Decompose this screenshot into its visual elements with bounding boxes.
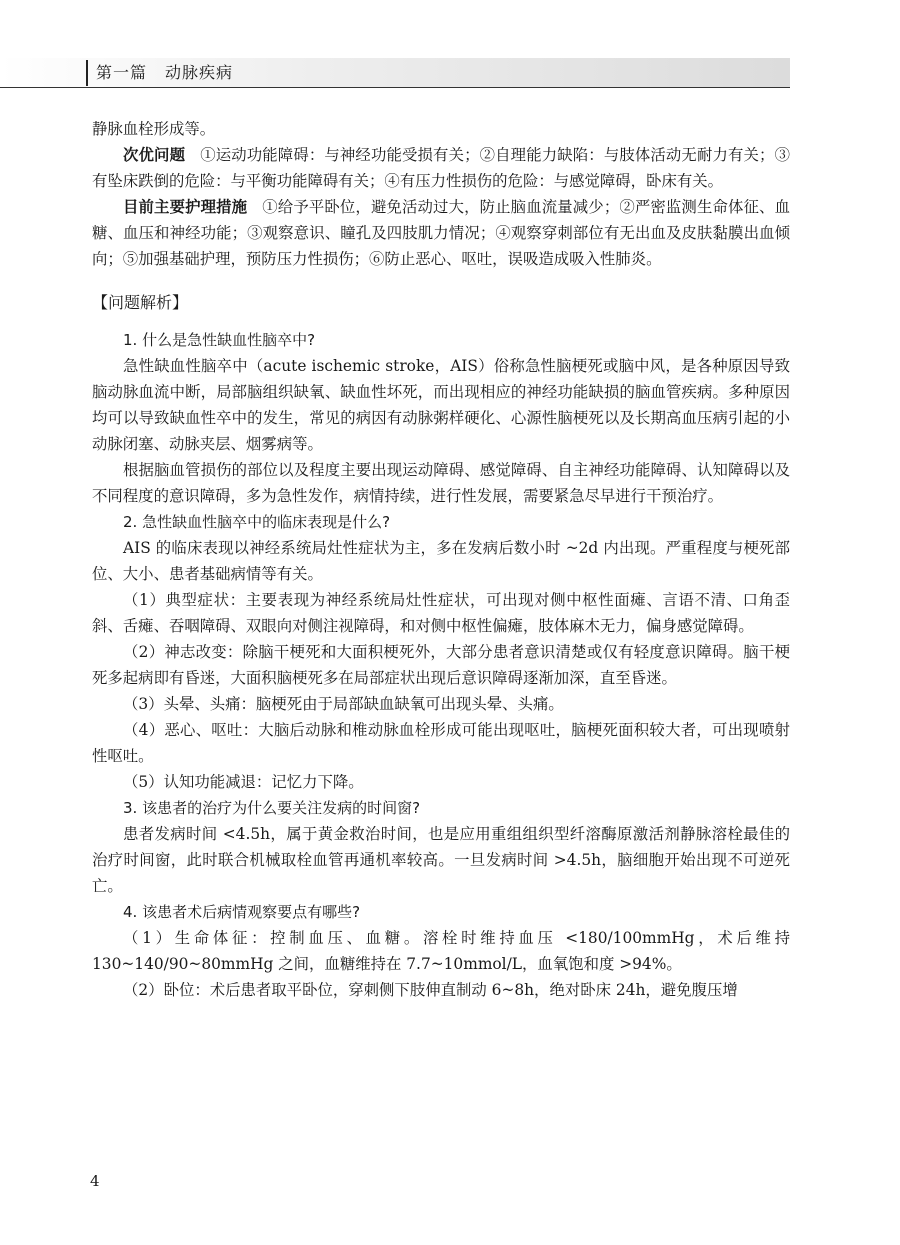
nursing-measures-text: ①给予平卧位，避免活动过大，防止脑血流量减少；②严密监测生命体征、血糖、血压和神经功能；③观察意识、瞳孔及四肢肌力情况；④观察穿刺部位有无出血及皮肤黏膜出血倾向；⑤加强基础护理，预防压力性损伤；⑥防止恶心、呕吐，误吸造成吸入性肺炎。 bbox=[92, 198, 790, 268]
list-item: （1）典型症状：主要表现为神经系统局灶性症状，可出现对侧中枢性面瘫、言语不清、口角歪斜、舌瘫、吞咽障碍、双眼向对侧注视障碍，和对侧中枢性偏瘫，肢体麻木无力，偏身感觉障碍。 bbox=[92, 591, 790, 635]
running-header bbox=[86, 60, 251, 86]
question-4-heading: 4. 该患者术后病情观察要点有哪些? bbox=[123, 903, 361, 921]
page-number: 4 bbox=[90, 1172, 100, 1190]
header-part: 第一篇 bbox=[96, 63, 148, 82]
paragraph: 静脉血栓形成等。 bbox=[92, 120, 216, 138]
paragraph: AIS 的临床表现以神经系统局灶性症状为主，多在发病后数小时 ~2d 内出现。严重程度与梗死部位、大小、患者基础病情等有关。 bbox=[92, 539, 790, 583]
paragraph: 根据脑血管损伤的部位以及程度主要出现运动障碍、感觉障碍、自主神经功能障碍、认知障碍以及不同程度的意识障碍，多为急性发作，病情持续，进行性发展，需要紧急尽早进行干预治疗。 bbox=[92, 461, 790, 505]
list-item: （5）认知功能减退：记忆力下降。 bbox=[123, 773, 364, 791]
secondary-problems-text: ①运动功能障碍：与神经功能受损有关；②自理能力缺陷：与肢体活动无耐力有关；③有坠床跌倒的危险：与平衡功能障碍有关；④有压力性损伤的危险：与感觉障碍，卧床有关。 bbox=[92, 146, 790, 190]
list-item: （2）卧位：术后患者取平卧位，穿刺侧下肢伸直制动 6~8h，绝对卧床 24h，避免腹压增 bbox=[123, 981, 738, 999]
secondary-problems-label: 次优问题 bbox=[123, 146, 186, 164]
question-1-heading: 1. 什么是急性缺血性脑卒中? bbox=[123, 331, 316, 349]
paragraph: 急性缺血性脑卒中（acute ischemic stroke，AIS）俗称急性脑梗死或脑中风，是各种原因导致脑动脉血流中断，局部脑组织缺氧、缺血性坏死，而出现相应的神经功能缺损的脑血管疾病。多种原因均可以导致缺血性卒中的发生，常见的病因有动脉粥样硬化、心源性脑梗死以及长期高血压病引起的小动脉闭塞、动脉夹层、烟雾病等。 bbox=[92, 357, 790, 453]
list-item: （3）头晕、头痛：脑梗死由于局部缺血缺氧可出现头晕、头痛。 bbox=[123, 695, 564, 713]
nursing-measures-paragraph bbox=[92, 194, 790, 272]
paragraph: 患者发病时间 <4.5h，属于黄金救治时间，也是应用重组组织型纤溶酶原激活剂静脉溶栓最佳的治疗时间窗，此时联合机械取栓血管再通机率较高。一旦发病时间 >4.5h，脑细胞开始出现不可逆死亡。 bbox=[92, 825, 790, 895]
question-2-heading: 2. 急性缺血性脑卒中的临床表现是什么? bbox=[123, 513, 391, 531]
nursing-measures-label: 目前主要护理措施 bbox=[123, 198, 248, 216]
header-rule bbox=[0, 87, 790, 88]
question-3-heading: 3. 该患者的治疗为什么要关注发病的时间窗? bbox=[123, 799, 421, 817]
secondary-problems-paragraph bbox=[92, 142, 790, 194]
list-item: （2）神志改变：除脑干梗死和大面积梗死外，大部分患者意识清楚或仅有轻度意识障碍。脑干梗死多起病即有昏迷，大面积脑梗死多在局部症状出现后意识障碍逐渐加深，直至昏迷。 bbox=[92, 643, 790, 687]
header-title: 动脉疾病 bbox=[165, 63, 234, 82]
list-item: （4）恶心、呕吐：大脑后动脉和椎动脉血栓形成可能出现呕吐，脑梗死面积较大者，可出现喷射性呕吐。 bbox=[92, 721, 790, 765]
section-title: 【问题解析】 bbox=[92, 293, 189, 312]
list-item: （1）生命体征：控制血压、血糖。溶栓时维持血压 <180/100mmHg，术后维持 130~140/90~80mmHg 之间，血糖维持在 7.7~10mmol/L，血氧饱和度 >94%。 bbox=[92, 929, 790, 973]
page-body bbox=[92, 116, 790, 1003]
